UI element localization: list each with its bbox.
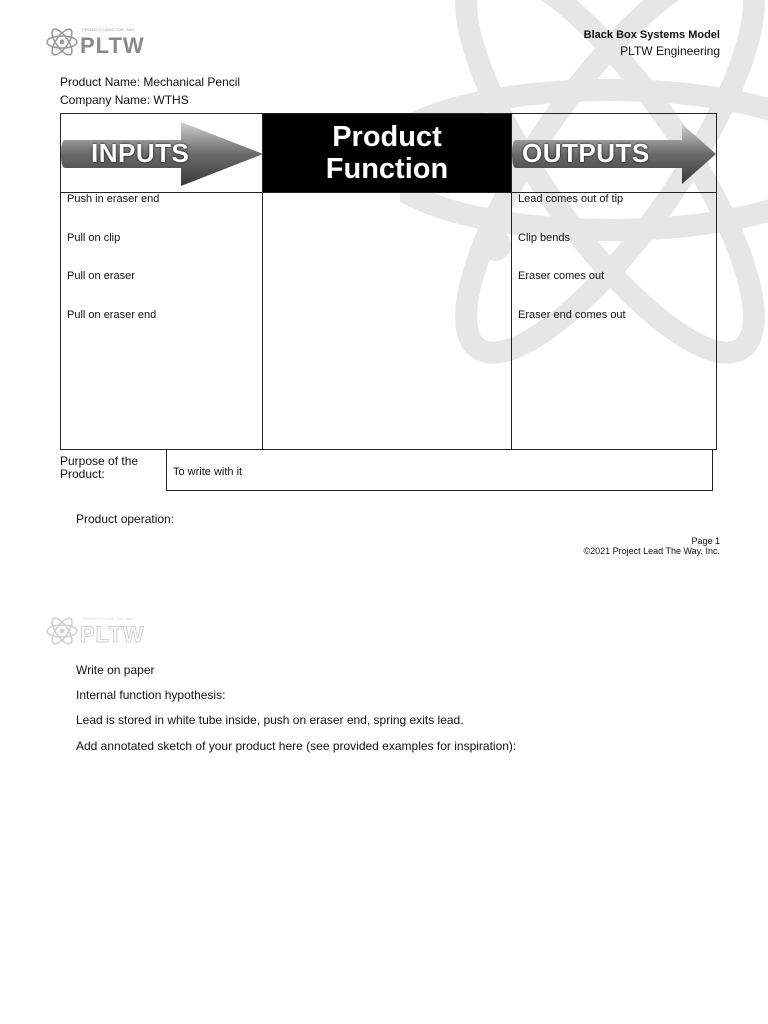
pltw-logo-page2 — [46, 614, 146, 648]
logo-tagline: PROJECT LEAD THE WAY — [82, 27, 135, 32]
logo-tagline: PROJECT LEAD THE WAY — [82, 616, 135, 621]
output-item: Clip bends — [518, 231, 570, 244]
product-function-line2: Function — [325, 153, 449, 185]
company-name: Company Name: WTHS — [60, 93, 189, 107]
inputs-header-cell — [61, 114, 263, 193]
product-function-header — [263, 114, 512, 193]
document-subtitle: PLTW Engineering — [620, 44, 720, 58]
page-number: Page 1 — [691, 536, 720, 546]
output-item: Eraser end comes out — [518, 308, 626, 321]
pltw-logo — [46, 25, 146, 59]
outputs-list — [512, 193, 717, 450]
input-item: Push in eraser end — [67, 193, 160, 205]
product-operation-label: Product operation: — [76, 512, 175, 526]
outputs-label: OUTPUTS — [522, 138, 650, 168]
input-item: Pull on eraser end — [67, 308, 157, 321]
page2-line2: Internal function hypothesis: — [76, 688, 226, 702]
purpose-label: Purpose of the Product: — [60, 454, 139, 481]
page2-line4: Add annotated sketch of your product here (see provided examples for inspiration): — [76, 739, 517, 753]
atom-logo-icon — [46, 25, 78, 59]
logo-text: PLTW — [80, 622, 145, 647]
copyright: ©2021 Project Lead The Way, Inc. — [583, 546, 720, 556]
input-item: Pull on eraser — [67, 270, 135, 282]
inputs-label: INPUTS — [91, 138, 190, 168]
purpose-field — [166, 449, 713, 491]
atom-logo-icon — [46, 614, 78, 648]
product-name: Product Name: Mechanical Pencil — [60, 75, 241, 89]
product-function-line1: Product — [332, 121, 442, 153]
function-area — [263, 193, 512, 450]
page2-line1: Write on paper — [76, 663, 155, 677]
input-item: Pull on clip — [67, 231, 121, 244]
output-item: Eraser comes out — [518, 270, 605, 282]
logo-text: PLTW — [80, 33, 145, 58]
outputs-header-cell — [512, 114, 717, 193]
output-item: Lead comes out of tip — [518, 193, 624, 205]
document-title: Black Box Systems Model — [583, 29, 720, 41]
page2-line3: Lead is stored in white tube inside, push on eraser end, spring exits lead. — [76, 713, 464, 727]
inputs-list — [61, 193, 263, 450]
black-box-table — [60, 113, 717, 450]
purpose-value: To write with it — [173, 466, 243, 478]
